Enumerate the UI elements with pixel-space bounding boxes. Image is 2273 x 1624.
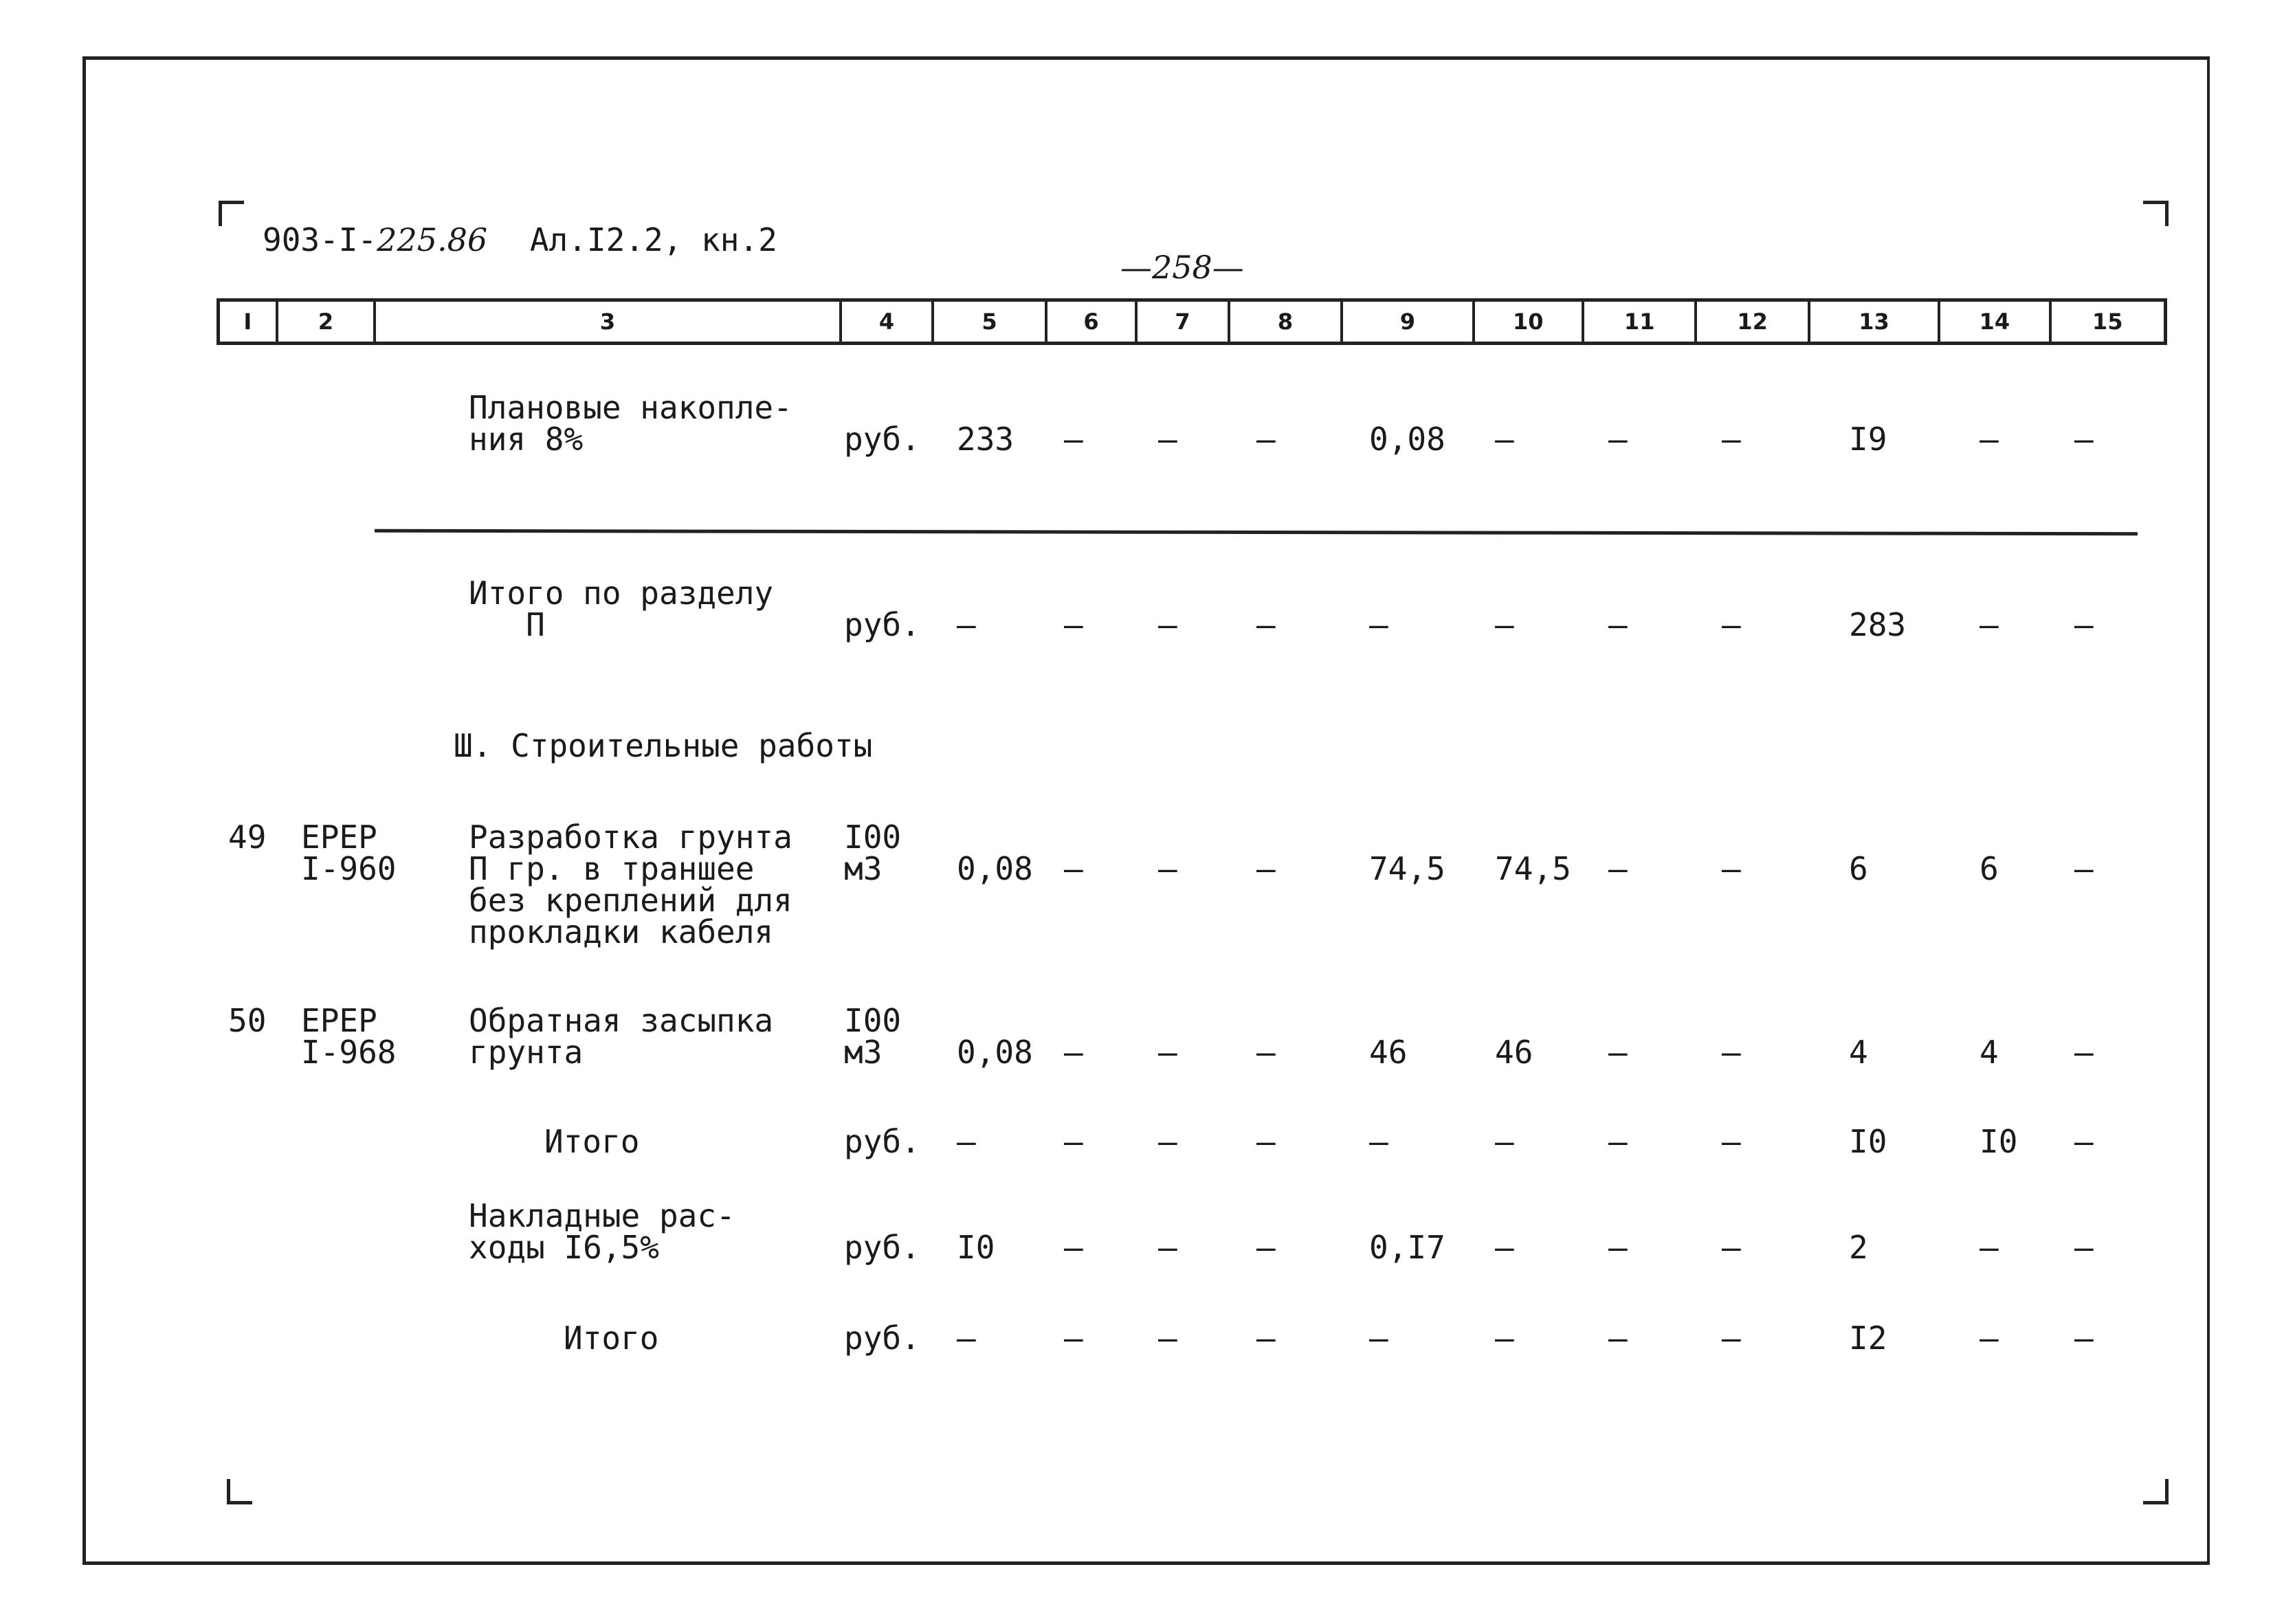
row-col-9: 46 — [1369, 1034, 1408, 1071]
row-col-8: – — [1256, 1034, 1276, 1071]
col-num-1: I — [220, 302, 278, 342]
col-num-4: 4 — [842, 302, 935, 342]
row-col-14: – — [1980, 421, 1999, 458]
col-num-5: 5 — [934, 302, 1047, 342]
col-num-11: 11 — [1584, 302, 1697, 342]
row-col-6: – — [1064, 1123, 1083, 1160]
row-col-9: – — [1369, 1320, 1388, 1357]
row-col-12: – — [1722, 1229, 1741, 1266]
row-description: Обратная засыпка грунта — [469, 1002, 774, 1071]
col-num-13: 13 — [1810, 302, 1940, 342]
row-col-7: – — [1158, 1229, 1177, 1266]
row-col-5: 0,08 — [957, 1034, 1033, 1071]
row-col-5: – — [957, 1320, 976, 1357]
row-col-7: – — [1158, 606, 1177, 643]
row-col-14: 4 — [1980, 1034, 1999, 1071]
column-number-header — [217, 298, 2167, 345]
row-col-8: – — [1256, 421, 1276, 458]
col-num-15: 15 — [2092, 309, 2123, 335]
row-description: Накладные рас- ходы I6,5% — [469, 1197, 735, 1266]
row-col-12: – — [1722, 1034, 1741, 1071]
row-col-7: – — [1158, 421, 1177, 458]
row-unit: руб. — [844, 1229, 920, 1266]
row-number: 50 — [228, 1002, 267, 1039]
row-col-8: – — [1256, 850, 1276, 887]
col-num-6: 6 — [1047, 302, 1138, 342]
row-col-6: – — [1064, 1320, 1083, 1357]
corner-mark-top-left — [219, 201, 244, 226]
row-col-15: – — [2074, 1320, 2094, 1357]
row-col-10: – — [1495, 421, 1514, 458]
row-col-10: – — [1495, 1123, 1514, 1160]
doc-code-prefix: 903-I- — [263, 221, 377, 258]
row-col-10: – — [1495, 1320, 1514, 1357]
row-col-7: – — [1158, 1034, 1177, 1071]
row-col-13: 6 — [1849, 850, 1868, 887]
row-unit: I00 м3 — [844, 819, 902, 887]
row-col-14: – — [1980, 1229, 1999, 1266]
row-col-7: – — [1158, 850, 1177, 887]
row-col-14: – — [1980, 606, 1999, 643]
row-col-8: – — [1256, 1123, 1276, 1160]
row-col-5: – — [957, 1123, 976, 1160]
row-col-13: I0 — [1849, 1123, 1887, 1160]
row-description: Итого — [564, 1320, 659, 1357]
row-col-15: – — [2074, 1229, 2094, 1266]
row-col-10: 74,5 — [1495, 850, 1571, 887]
corner-mark-bottom-left — [227, 1479, 252, 1504]
row-col-14: 6 — [1980, 850, 1999, 887]
row-col-8: – — [1256, 606, 1276, 643]
row-col-10: – — [1495, 1229, 1514, 1266]
row-col-9: 0,08 — [1369, 421, 1445, 458]
col-num-8: 8 — [1230, 302, 1343, 342]
row-col-11: – — [1608, 421, 1628, 458]
row-col-8: – — [1256, 1229, 1276, 1266]
row-col-10: 46 — [1495, 1034, 1533, 1071]
row-code: ЕРЕР I-968 — [301, 1002, 397, 1071]
row-col-11: – — [1608, 1034, 1628, 1071]
col-num-12: 12 — [1697, 302, 1810, 342]
row-number: 49 — [228, 819, 267, 856]
row-col-13: 4 — [1849, 1034, 1868, 1071]
row-col-15: – — [2074, 850, 2094, 887]
row-unit: руб. — [844, 1123, 920, 1160]
row-col-7: – — [1158, 1320, 1177, 1357]
row-col-11: – — [1608, 606, 1628, 643]
row-description: Плановые накопле- ния 8% — [469, 389, 792, 458]
row-col-7: – — [1158, 1123, 1177, 1160]
document-code — [263, 221, 777, 258]
row-col-6: – — [1064, 606, 1083, 643]
row-col-9: – — [1369, 1123, 1388, 1160]
row-description: Итого — [544, 1123, 640, 1160]
col-num-2: 2 — [278, 302, 377, 342]
row-col-5: 233 — [957, 421, 1014, 458]
row-col-9: – — [1369, 606, 1388, 643]
row-col-11: – — [1608, 850, 1628, 887]
row-col-5: 0,08 — [957, 850, 1033, 887]
album-ref: Ал.I2.2, кн.2 — [529, 221, 777, 258]
row-unit: руб. — [844, 606, 920, 643]
row-col-6: – — [1064, 1034, 1083, 1071]
row-col-15: – — [2074, 421, 2094, 458]
row-col-5: – — [957, 606, 976, 643]
row-col-8: – — [1256, 1320, 1276, 1357]
row-col-13: 283 — [1849, 606, 1907, 643]
row-code: ЕРЕР I-960 — [301, 819, 397, 887]
row-col-15: – — [2074, 606, 2094, 643]
row-col-14: I0 — [1980, 1123, 2018, 1160]
row-col-11: – — [1608, 1123, 1628, 1160]
row-col-6: – — [1064, 421, 1083, 458]
row-col-10: – — [1495, 606, 1514, 643]
row-description: Итого по разделу П — [469, 575, 774, 643]
row-col-11: – — [1608, 1320, 1628, 1357]
row-col-15: – — [2074, 1034, 2094, 1071]
row-description: Разработка грунта П гр. в траншее без креплений для прокладки кабеля — [469, 819, 792, 950]
section-heading: Ш. Строительные работы — [454, 727, 873, 764]
row-col-5: I0 — [957, 1229, 995, 1266]
row-unit: I00 м3 — [844, 1002, 902, 1071]
col-num-7: 7 — [1138, 302, 1230, 342]
col-num-9: 9 — [1343, 302, 1474, 342]
col-num-14: 14 — [1940, 302, 2051, 342]
col-num-3: 3 — [376, 302, 842, 342]
row-unit: руб. — [844, 421, 920, 458]
row-col-9: 0,I7 — [1369, 1229, 1445, 1266]
row-col-12: – — [1722, 421, 1741, 458]
row-col-12: – — [1722, 1123, 1741, 1160]
corner-mark-bottom-right — [2143, 1479, 2169, 1504]
row-col-13: I9 — [1849, 421, 1887, 458]
col-num-10: 10 — [1475, 302, 1584, 342]
row-col-9: 74,5 — [1369, 850, 1445, 887]
row-unit: руб. — [844, 1320, 920, 1357]
page-number: —258— — [1120, 249, 1244, 286]
row-col-12: – — [1722, 850, 1741, 887]
row-col-6: – — [1064, 1229, 1083, 1266]
row-col-12: – — [1722, 1320, 1741, 1357]
row-col-13: 2 — [1849, 1229, 1868, 1266]
row-col-13: I2 — [1849, 1320, 1887, 1357]
corner-mark-top-right — [2143, 201, 2169, 226]
row-col-6: – — [1064, 850, 1083, 887]
doc-code-suffix: 225.86 — [377, 221, 488, 258]
row-col-12: – — [1722, 606, 1741, 643]
row-col-15: – — [2074, 1123, 2094, 1160]
row-col-11: – — [1608, 1229, 1628, 1266]
row-col-14: – — [1980, 1320, 1999, 1357]
